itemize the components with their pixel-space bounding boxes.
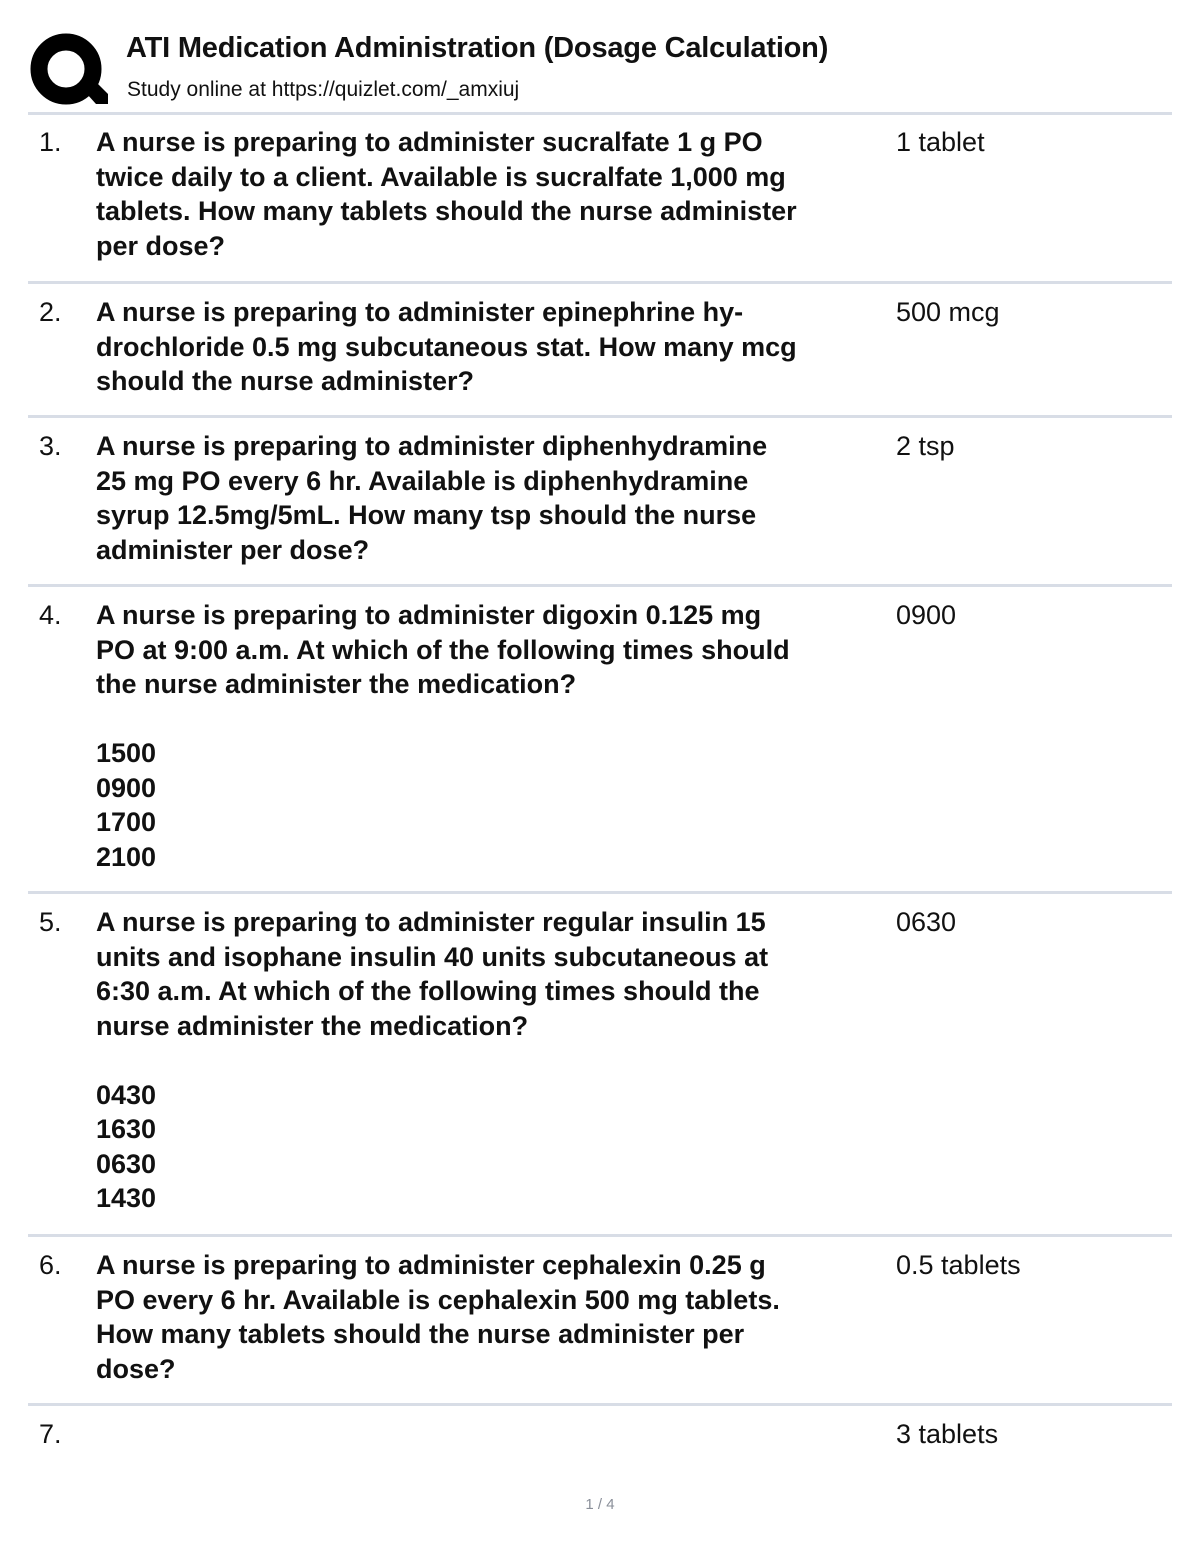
question-line: twice daily to a client. Available is sucralfate 1,000 mg: [96, 161, 786, 192]
question-line: A nurse is preparing to administer diphenhydramine: [96, 431, 768, 461]
card-divider: [28, 415, 1172, 418]
card-answer: 500 mcg: [896, 297, 1000, 327]
option-item: 1500: [96, 738, 157, 768]
card-number: 2.: [39, 297, 62, 327]
card-answer: 0.5 tablets: [896, 1250, 1021, 1280]
option-item: 0630: [96, 1148, 157, 1179]
card-answer: 0900: [896, 600, 957, 630]
card-question: [96, 598, 896, 874]
question-line: How many tablets should the nurse administer per: [96, 1319, 745, 1349]
card-number: 7.: [39, 1419, 62, 1449]
question-line: A nurse is preparing to administer epinephrine hy-: [96, 297, 744, 327]
card-answer: 1 tablet: [896, 127, 985, 157]
question-line: PO at 9:00 a.m. At which of the following times should: [96, 634, 790, 665]
question-line: dose?: [96, 1353, 176, 1384]
card-question: [96, 1248, 896, 1386]
card-divider: [28, 891, 1172, 894]
card-answer: 0630: [896, 907, 957, 937]
question-line: the nurse administer the medication?: [96, 669, 577, 699]
option-item: 0900: [96, 772, 157, 803]
question-line: A nurse is preparing to administer sucralfate 1 g PO: [96, 127, 763, 157]
question-line: A nurse is preparing to administer cephalexin 0.25 g: [96, 1250, 766, 1280]
question-line: A nurse is preparing to administer digoxin 0.125 mg: [96, 600, 762, 630]
question-line: nurse administer the medication?: [96, 1010, 529, 1041]
card-divider: [28, 584, 1172, 587]
question-line: administer per dose?: [96, 534, 370, 565]
question-line: syrup 12.5mg/5mL. How many tsp should the nurse: [96, 500, 757, 530]
card-question: [96, 295, 896, 399]
study-online-link[interactable]: Study online at https://quizlet.com/_amxiuj: [127, 78, 520, 101]
question-line: should the nurse administer?: [96, 366, 475, 396]
question-line: drochloride 0.5 mg subcutaneous stat. How many mcg: [96, 331, 797, 362]
card-number: 3.: [39, 431, 62, 461]
card-divider: [28, 281, 1172, 284]
card-answer: 3 tablets: [896, 1419, 999, 1449]
question-line: 6:30 a.m. At which of the following times should the: [96, 976, 760, 1006]
option-item: 1630: [96, 1114, 157, 1144]
document-title: ATI Medication Administration (Dosage Calculation): [126, 32, 829, 64]
question-line: units and isophane insulin 40 units subcutaneous at: [96, 941, 769, 972]
question-line: 25 mg PO every 6 hr. Available is diphenhydramine: [96, 465, 749, 496]
document-header: [28, 28, 1172, 112]
option-item: 1700: [96, 807, 157, 837]
card-number: 5.: [39, 907, 62, 937]
option-item: 1430: [96, 1183, 157, 1213]
option-item: 0430: [96, 1079, 157, 1110]
option-item: 2100: [96, 841, 157, 872]
card-question: [96, 429, 896, 567]
question-line: per dose?: [96, 230, 226, 261]
answer-options: [96, 736, 896, 874]
card-question: [96, 125, 896, 263]
card-answer: 2 tsp: [896, 431, 955, 461]
answer-options: [96, 1078, 896, 1216]
card-divider: [28, 1403, 1172, 1406]
header-divider: [28, 112, 1172, 115]
card-number: 4.: [39, 600, 62, 630]
card-question: [96, 905, 896, 1216]
question-line: tablets. How many tablets should the nurse administer: [96, 196, 797, 226]
card-number: 6.: [39, 1250, 62, 1280]
question-line: A nurse is preparing to administer regular insulin 15: [96, 907, 766, 937]
question-line: PO every 6 hr. Available is cephalexin 500 mg tablets.: [96, 1284, 780, 1315]
card-number: 1.: [39, 127, 62, 157]
page-indicator: 1 / 4: [585, 1496, 615, 1513]
card-divider: [28, 1234, 1172, 1237]
quizlet-q-logo-icon: [30, 32, 110, 108]
